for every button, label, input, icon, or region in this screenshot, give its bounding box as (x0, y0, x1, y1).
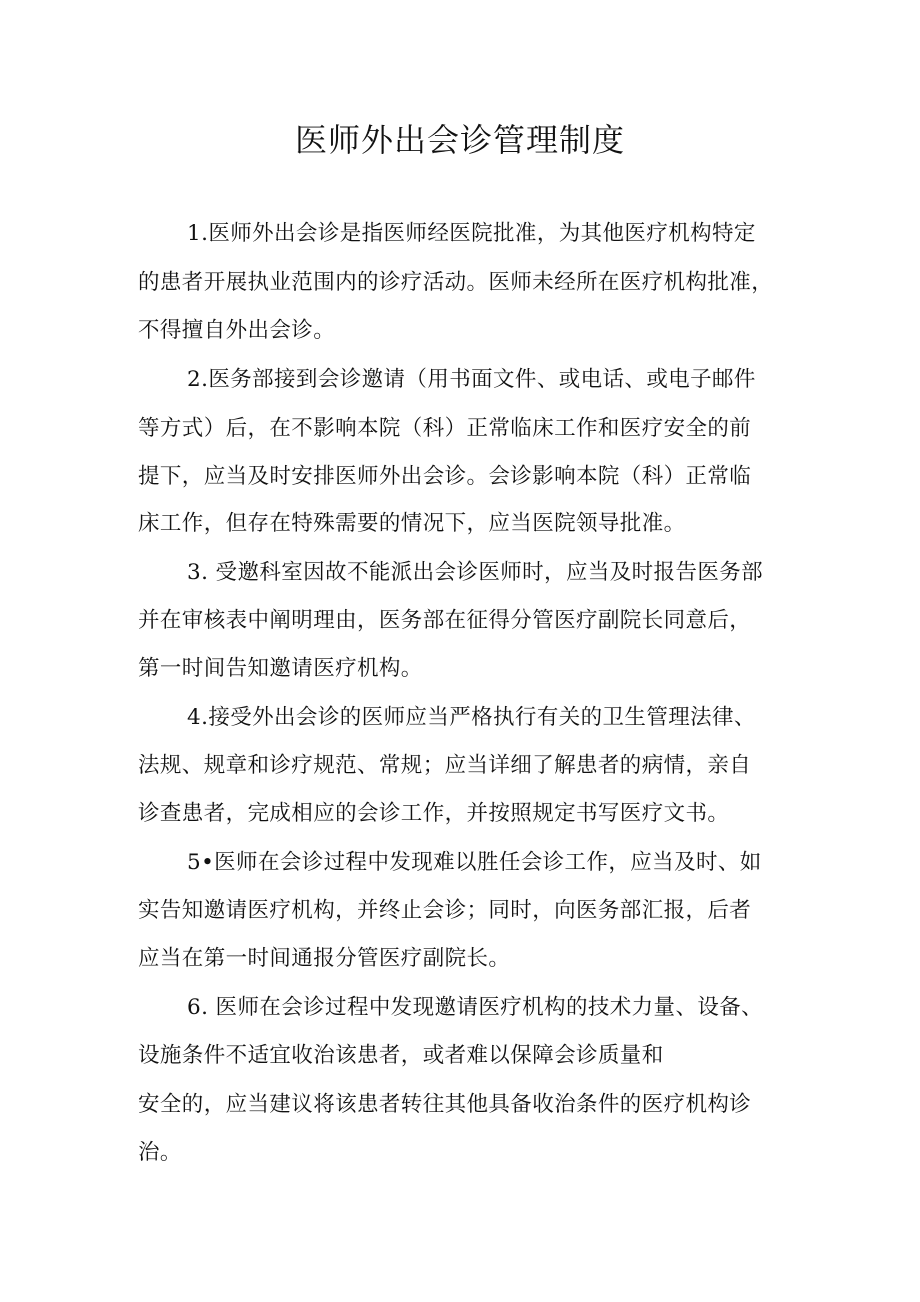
paragraph-6-line-2: 设施条件不适宜收治该患者，或者难以保障会诊质量和 (138, 1043, 664, 1068)
paragraph-5-line-1: 5•医师在会诊过程中发现难以胜任会诊工作，应当及时、如 (187, 850, 762, 875)
paragraph-4-line-1: 4.接受外出会诊的医师应当严格执行有关的卫生管理法律、 (187, 705, 756, 730)
paragraph-6-line-1: 6. 医师在会诊过程中发现邀请医疗机构的技术力量、设备、 (187, 995, 764, 1020)
paragraph-4-line-2: 法规、规章和诊疗规范、常规；应当详细了解患者的病情，亲自 (138, 753, 752, 778)
paragraph-3-line-1: 3. 受邀科室因故不能派出会诊医师时，应当及时报告医务部 (187, 560, 764, 585)
paragraph-3-line-2: 并在审核表中阐明理由，医务部在征得分管医疗副院长同意后， (138, 608, 752, 633)
paragraph-5-line-2: 实告知邀请医疗机构，并终止会诊；同时，向医务部汇报，后者 (138, 898, 752, 923)
document-title: 医师外出会诊管理制度 (294, 121, 625, 159)
paragraph-1-line-3: 不得擅自外出会诊。 (138, 318, 336, 343)
paragraph-1-line-1: 1.医师外出会诊是指医师经医院批准，为其他医疗机构特定 (187, 221, 756, 246)
paragraph-4-line-3: 诊查患者，完成相应的会诊工作，并按照规定书写医疗文书。 (138, 801, 730, 826)
paragraph-2-line-2: 等方式）后，在不影响本院（科）正常临床工作和医疗安全的前 (138, 416, 752, 441)
paragraph-6-line-3: 安全的，应当建议将该患者转往其他具备收治条件的医疗机构诊 (138, 1092, 752, 1117)
paragraph-2-line-4: 床工作，但存在特殊需要的情况下，应当医院领导批准。 (138, 511, 686, 536)
paragraph-2-line-1: 2.医务部接到会诊邀请（用书面文件、或电话、或电子邮件 (187, 367, 756, 392)
paragraph-3-line-3: 第一时间告知邀请医疗机构。 (138, 656, 423, 681)
paragraph-2-line-3: 提下，应当及时安排医师外出会诊。会诊影响本院（科）正常临 (138, 464, 752, 489)
paragraph-1-line-2: 的患者开展执业范围内的诊疗活动。医师未经所在医疗机构批准， (138, 270, 774, 295)
paragraph-5-line-3: 应当在第一时间通报分管医疗副院长。 (138, 946, 511, 971)
paragraph-6-line-4: 治。 (138, 1140, 182, 1165)
